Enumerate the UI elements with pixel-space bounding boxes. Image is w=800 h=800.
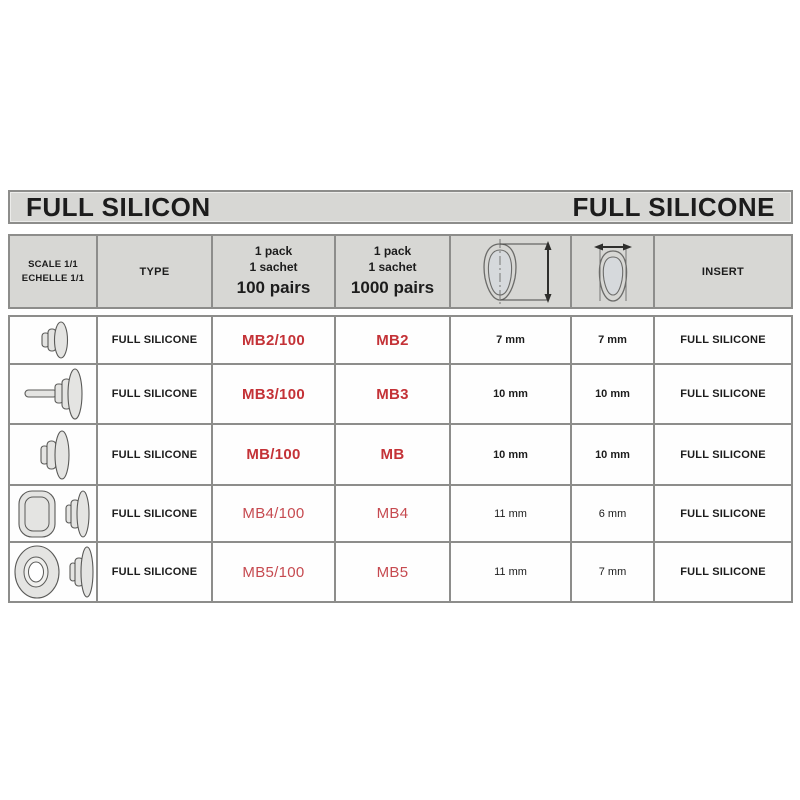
nose-pad-front-view-rect-icon [17,489,57,539]
table-row-4-insert: FULL SILICONE [655,486,791,541]
table-row-2-insert: FULL SILICONE [655,365,791,423]
table-row-2-height: 10 mm [451,365,570,423]
pad-height-measure-icon [458,239,564,305]
table-row-3-height: 10 mm [451,425,570,484]
header-pack-100 [213,236,334,307]
pack1000-line3: 1000 pairs [350,278,435,298]
table-row-1-insert: FULL SILICONE [655,317,791,363]
title-left: FULL SILICON [26,192,211,222]
table-row-1-ref-1000: MB2 [336,317,449,363]
table-row-5-ref-100: MB5/100 [213,543,334,601]
table-row-2-ref-1000: MB3 [336,365,449,423]
header-pack-1000 [336,236,449,307]
table-row-3-ref-100: MB/100 [213,425,334,484]
header-width-diagram [572,236,653,307]
table-row-1-height: 7 mm [451,317,570,363]
table-row-5-scale-drawing [10,543,96,601]
table-row-5-type: FULL SILICONE [98,543,211,601]
table-row-5-width: 7 mm [572,543,653,601]
table-row-5-ref-1000: MB5 [336,543,449,601]
table-row-3-ref-1000: MB [336,425,449,484]
header-insert [655,236,791,307]
nose-pad-side-view-icon [35,429,71,481]
insert-header-label: INSERT [701,265,745,278]
table-row-3-insert: FULL SILICONE [655,425,791,484]
table-header-row [8,234,793,309]
table-row-1-width: 7 mm [572,317,653,363]
table-row-5-height: 11 mm [451,543,570,601]
nose-pad-side-view-icon [64,489,90,539]
scale-label-fr: ECHELLE 1/1 [21,272,85,284]
pack1000-line1: 1 pack [373,244,412,259]
table-row-4-height: 11 mm [451,486,570,541]
table-row-4-ref-1000: MB4 [336,486,449,541]
table-row-4-type: FULL SILICONE [98,486,211,541]
pack100-line1: 1 pack [254,244,293,259]
nose-pad-front-view-oval-icon [13,544,61,600]
table-row-4-scale-drawing [10,486,96,541]
table-row-4-width: 6 mm [572,486,653,541]
header-height-diagram [451,236,570,307]
table-row-3-type: FULL SILICONE [98,425,211,484]
table-row-3-scale-drawing [10,425,96,484]
table-row-2-scale-drawing [10,365,96,423]
header-scale [10,236,96,307]
table-row-4-ref-100: MB4/100 [213,486,334,541]
pack100-line2: 1 sachet [249,259,298,274]
pack1000-line2: 1 sachet [368,259,417,274]
pack100-line3: 100 pairs [236,278,311,298]
table-row-2-type: FULL SILICONE [98,365,211,423]
title-bar [8,190,793,224]
table-body [8,315,793,603]
type-header-label: TYPE [139,265,170,278]
nose-pad-side-view-long-stem-icon [22,367,84,421]
pad-width-measure-icon [582,239,644,305]
table-row-1-ref-100: MB2/100 [213,317,334,363]
table-row-1-scale-drawing [10,317,96,363]
table-row-1-type: FULL SILICONE [98,317,211,363]
table-row-2-ref-100: MB3/100 [213,365,334,423]
table-row-2-width: 10 mm [572,365,653,423]
scale-label-en: SCALE 1/1 [28,258,78,270]
header-type [98,236,211,307]
table-row-3-width: 10 mm [572,425,653,484]
table-row-5-insert: FULL SILICONE [655,543,791,601]
nose-pad-side-view-icon [68,545,94,599]
title-right: FULL SILICONE [572,192,775,222]
nose-pad-side-view-icon [36,320,70,360]
